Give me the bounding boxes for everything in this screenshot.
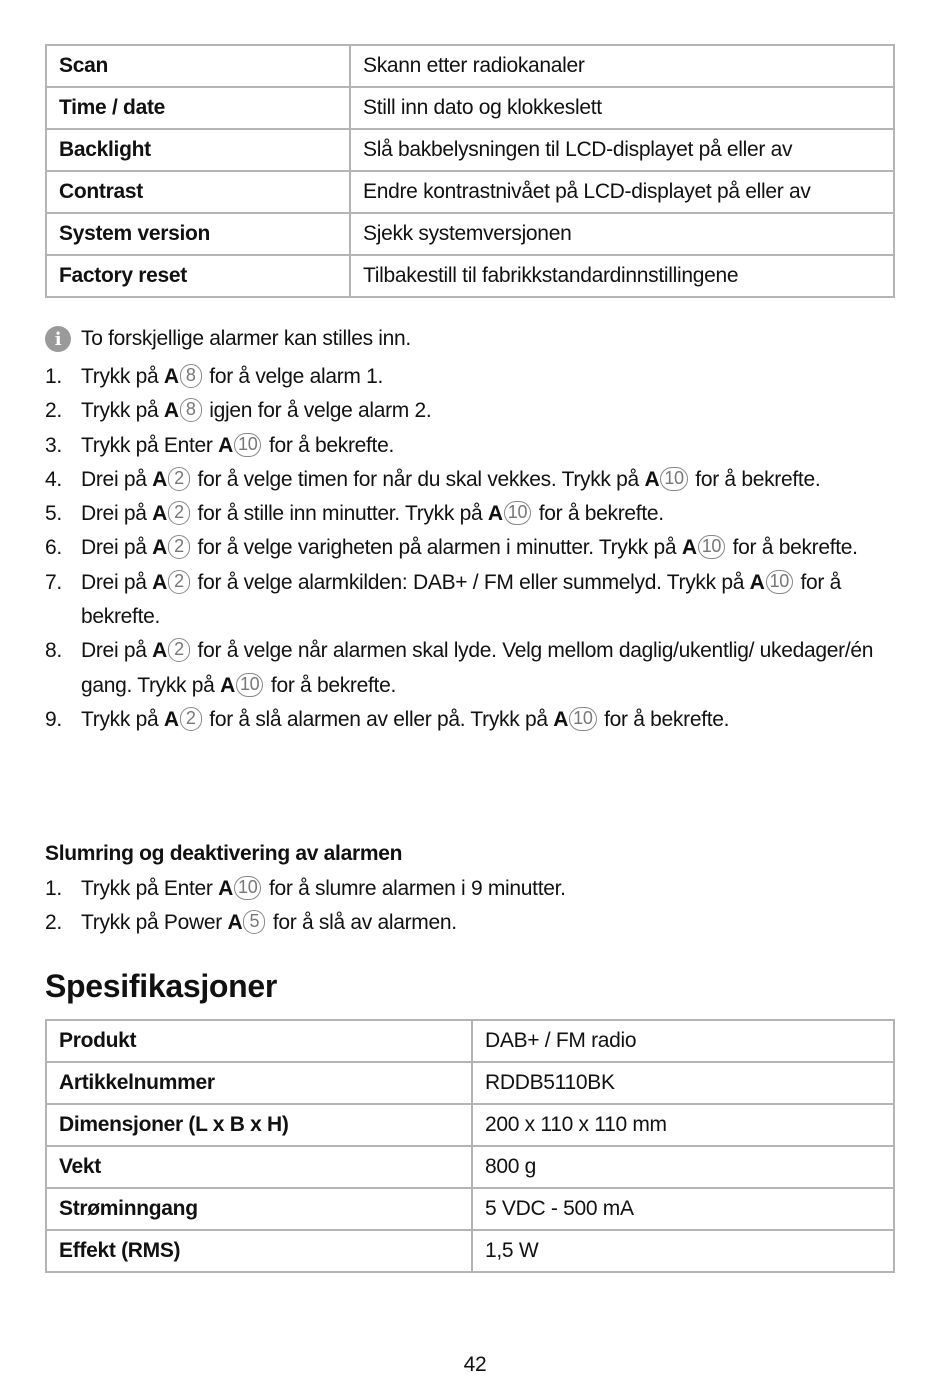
row-value: 1,5 W: [472, 1230, 894, 1272]
part-label: A: [152, 502, 168, 526]
row-value: Slå bakbelysningen til LCD-displayet på eller av: [350, 129, 894, 171]
list-item: [45, 872, 895, 906]
step-text: Trykk på: [81, 707, 164, 731]
table-row: [46, 213, 894, 255]
list-item: [45, 497, 895, 531]
circled-number-icon: 2: [168, 638, 190, 662]
step-text: Trykk på: [81, 365, 164, 388]
spec-table: [45, 1019, 895, 1273]
snooze-heading: Slumring og deaktivering av alarmen: [45, 842, 403, 865]
part-label: A: [163, 365, 179, 388]
circled-number-icon: 10: [504, 501, 531, 525]
row-value: Skann etter radiokanaler: [350, 45, 894, 87]
step-text: for å slå av alarmen.: [267, 911, 457, 935]
part-label: A: [681, 536, 697, 560]
circled-number-icon: 2: [180, 707, 202, 731]
circled-number-icon: 10: [236, 673, 263, 697]
part-label: A: [553, 707, 569, 731]
row-value: 5 VDC - 500 mA: [472, 1188, 894, 1230]
row-label: Vekt: [46, 1146, 472, 1188]
row-label: Effekt (RMS): [46, 1230, 472, 1272]
row-value: Tilbakestill til fabrikkstandardinnstillingene: [350, 255, 894, 297]
row-label: Produkt: [46, 1020, 472, 1062]
list-item: [45, 429, 895, 463]
step-text: Trykk på Power: [81, 911, 228, 935]
table-row: [46, 255, 894, 297]
table-row: [46, 1020, 894, 1062]
step-number: 9.: [45, 707, 62, 731]
step-number: 5.: [45, 502, 62, 526]
step-text: for å bekrefte.: [598, 707, 730, 731]
step-number: 3.: [45, 433, 62, 457]
list-item: [45, 394, 895, 428]
row-value: DAB+ / FM radio: [472, 1020, 894, 1062]
part-label: A: [152, 570, 168, 594]
circled-number-icon: 10: [569, 707, 596, 731]
table-row: [46, 1104, 894, 1146]
row-label: Dimensjoner (L x B x H): [46, 1104, 472, 1146]
circled-number-icon: 10: [234, 433, 261, 457]
row-label: Time / date: [46, 87, 350, 129]
step-text: for å velge når alarmen skal lyde. Velg mellom daglig/ukentlig/ ukedager/én gang. Trykk på: [81, 639, 874, 697]
step-text: Trykk på: [81, 399, 164, 423]
step-text: Trykk på Enter: [81, 433, 219, 457]
part-label: A: [163, 707, 179, 731]
step-number: 1.: [45, 877, 62, 900]
step-text: for å velge alarmkilden: DAB+ / FM eller summelyd. Trykk på: [192, 570, 750, 594]
circled-number-icon: 10: [698, 535, 725, 559]
row-value: Still inn dato og klokkeslett: [350, 87, 894, 129]
list-item: [45, 634, 895, 703]
row-label: Scan: [46, 45, 350, 87]
step-text: for å bekrefte.: [533, 502, 664, 526]
step-text: Drei på: [81, 502, 153, 526]
table-row: [46, 87, 894, 129]
part-label: A: [644, 467, 660, 491]
step-number: 8.: [45, 639, 62, 663]
step-number: 1.: [45, 365, 62, 388]
part-label: A: [749, 570, 765, 594]
list-item: [45, 703, 895, 737]
circled-number-icon: 2: [168, 501, 190, 525]
row-label: Backlight: [46, 129, 350, 171]
table-row: [46, 1146, 894, 1188]
step-number: 6.: [45, 536, 62, 560]
note-text: To forskjellige alarmer kan stilles inn.: [81, 327, 411, 350]
step-text: for å slumre alarmen i 9 minutter.: [263, 877, 566, 900]
part-label: A: [220, 673, 235, 697]
row-value: 800 g: [472, 1146, 894, 1188]
list-item: [45, 566, 895, 635]
row-label: System version: [46, 213, 350, 255]
part-label: A: [218, 433, 233, 457]
step-number: 4.: [45, 467, 62, 491]
row-value: RDDB5110BK: [472, 1062, 894, 1104]
table-row: [46, 1062, 894, 1104]
row-value: Endre kontrastnivået på LCD-displayet på eller av: [350, 171, 894, 213]
part-label: A: [152, 467, 168, 491]
row-value: 200 x 110 x 110 mm: [472, 1104, 894, 1146]
snooze-steps-list: [45, 872, 895, 941]
circled-number-icon: 8: [180, 398, 202, 422]
row-label: Strøminngang: [46, 1188, 472, 1230]
row-label: Artikkelnummer: [46, 1062, 472, 1104]
list-item: [45, 360, 895, 394]
step-text: for å velge varigheten på alarmen i minutter. Trykk på: [192, 536, 682, 560]
spec-heading: Spesifikasjoner: [45, 968, 278, 1004]
settings-table: [45, 44, 895, 298]
step-text: for å bekrefte.: [689, 467, 821, 491]
list-item: [45, 906, 895, 940]
circled-number-icon: 10: [234, 876, 261, 900]
circled-number-icon: 2: [168, 570, 190, 594]
row-value: Sjekk systemversjonen: [350, 213, 894, 255]
circled-number-icon: 5: [243, 910, 265, 934]
circled-number-icon: 8: [180, 364, 202, 388]
step-text: Drei på: [81, 536, 153, 560]
list-item: [45, 531, 895, 565]
part-label: A: [152, 536, 168, 560]
step-text: for å stille inn minutter. Trykk på: [192, 502, 488, 526]
circled-number-icon: 10: [660, 467, 687, 491]
info-icon: i: [45, 326, 71, 352]
step-text: Drei på: [81, 639, 153, 663]
step-text: for å slå alarmen av eller på. Trykk på: [203, 707, 554, 731]
step-text: igjen for å velge alarm 2.: [203, 399, 432, 423]
step-number: 2.: [45, 399, 62, 423]
alarm-steps-list: [45, 360, 895, 737]
step-text: Drei på: [81, 570, 153, 594]
step-text: for å bekrefte.: [81, 570, 842, 629]
step-text: for å velge timen for når du skal vekkes. Trykk på: [192, 467, 645, 491]
list-item: [45, 463, 895, 497]
step-text: for å velge alarm 1.: [203, 365, 384, 388]
row-label: Contrast: [46, 171, 350, 213]
step-text: for å bekrefte.: [727, 536, 858, 560]
table-row: [46, 129, 894, 171]
table-row: [46, 45, 894, 87]
table-row: [46, 171, 894, 213]
step-number: 7.: [45, 570, 62, 594]
step-text: Drei på: [81, 467, 153, 491]
part-label: A: [487, 502, 503, 526]
circled-number-icon: 2: [168, 467, 190, 491]
table-row: [46, 1230, 894, 1272]
circled-number-icon: 10: [766, 570, 793, 594]
step-text: Trykk på Enter: [81, 877, 219, 900]
part-label: A: [163, 399, 179, 423]
part-label: A: [152, 639, 168, 663]
page-number: 42: [463, 1353, 487, 1376]
part-label: A: [227, 911, 243, 935]
step-text: for å bekrefte.: [265, 673, 396, 697]
note: [45, 326, 411, 352]
step-text: for å bekrefte.: [263, 433, 395, 457]
row-label: Factory reset: [46, 255, 350, 297]
circled-number-icon: 2: [168, 535, 190, 559]
part-label: A: [218, 877, 233, 900]
step-number: 2.: [45, 911, 62, 935]
table-row: [46, 1188, 894, 1230]
